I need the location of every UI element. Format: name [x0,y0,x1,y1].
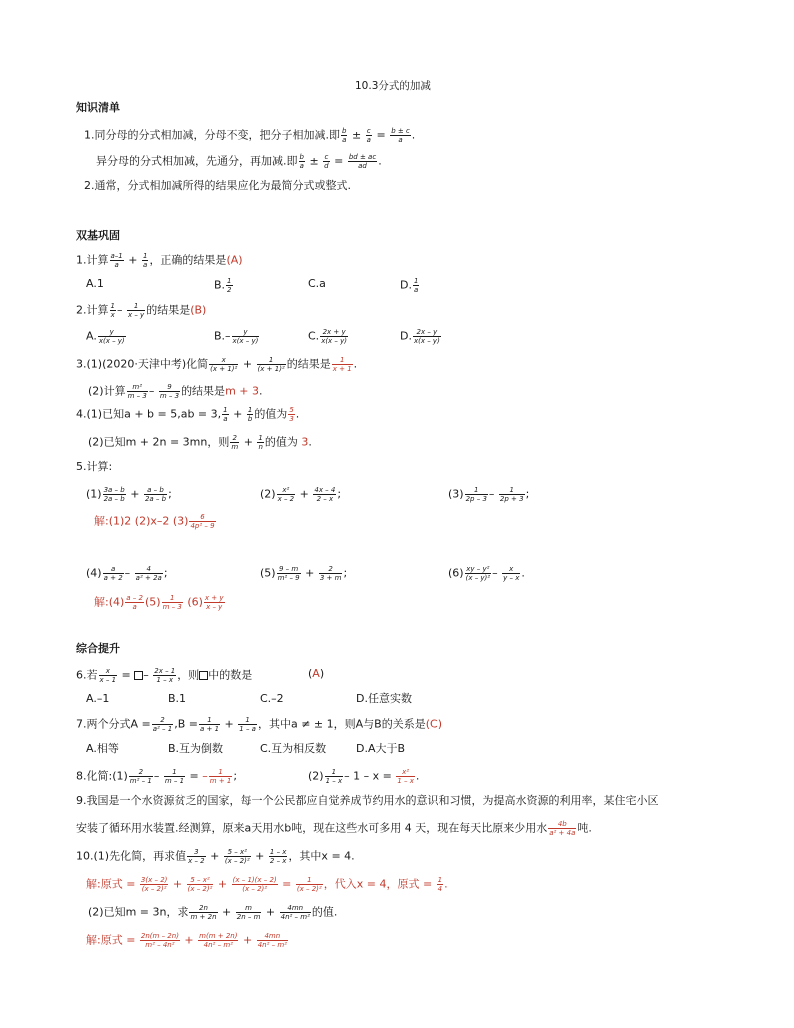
question-4-2: (2)已知m + 2n = 3mn，则 $\frac{2}{m}$ + $\frac{1}{n}$ 的值为 3. [88,434,312,451]
q5-item-3: (3) $\frac{1}{2p - 3}$ – $\frac{1}{2p + 3}$ ; [448,486,530,503]
q10-solution-2: 解:原式 = $\frac{2n(m - 2n)}{\text{m² – 4n²}}$ + $\frac{m(m + 2n)}{\text{4n² – m²}}$ + $\frac{4mn}{\text{4n² – m²}}$ [86,932,287,949]
q5-item-1: (1) $\frac{3a - b}{2a - b}$ + $\frac{a - b}{2a - b}$ ; [86,486,172,503]
page-title: 10.3分式的加减 [355,80,431,92]
q1-option-d: D. $\frac{1}{a}$ [400,277,419,294]
q5-item-4: (4) $\frac{a}{a + 2}$ – $\frac{4}{\text{a² + 2a}}$ ; [86,565,168,582]
answer-1: (A) [226,253,243,267]
question-9-line-2: 安装了循环用水装置.经测算，原来a天用水b吨，现在这些水可多用 4 天，现在每天比原来少用水 $\frac{4b}{\text{a² + 4a}}$ 吨. [76,820,592,837]
q7-option-d: D.A大于B [356,742,406,755]
answer-7: (C) [425,717,442,731]
section-advanced: 综合提升 [76,642,120,655]
question-7: 7.两个分式A = $\frac{2}{\text{a² – 1}}$ ,B = $\frac{1}{a + 1}$ + $\frac{1}{1 - a}$ ，其中a ≠ ± 1，则A与B的关系是(C) [76,716,442,733]
question-6: 6.若 $\frac{x}{x - 1}$ = – $\frac{2x - 1}{1 - x}$ ，则 中的数是 [76,667,253,684]
section-knowledge: 知识清单 [76,101,120,114]
q5-answer-1: 解:(1)2 (2)x–2 (3) $\frac{6}{\text{4p² – 9}}$ [94,513,215,530]
question-10-1: 10.(1)先化简，再求值 $\frac{3}{x - 2}$ + $\frac{\text{5 – x²}}{\text{(x – 2)²}}$ + $\frac{1 - x}{2 - x}$ ，其中x = 4. [76,848,355,865]
answer-2: (B) [190,303,207,317]
question-8-2: (2) $\frac{1}{1 - x}$ – 1 – x = $\frac{\text{x²}}{1 - x}$ . [308,768,420,785]
blank-box-icon [134,671,143,680]
knowledge-3: 2.通常，分式相加减所得的结果应化为最简分式或整式. [84,179,351,192]
q1-option-a: A.1 [86,277,104,290]
q7-option-b: B.互为倒数 [168,742,224,755]
q6-option-b: B.1 [168,692,187,705]
q5-item-6: (6) $\frac{\text{xy – y²}}{\text{(x – y)²}}$ – $\frac{x}{y - x}$ . [448,565,525,582]
q7-option-a: A.相等 [86,742,119,755]
question-2: 2.计算 $\frac{1}{x}$ – $\frac{1}{x - y}$ 的结果是(B) [76,302,207,319]
knowledge-2: 异分母的分式相加减，先通分，再加减.即 $\frac{b}{a}$ ± $\frac{c}{d}$ = $\frac{bd \pm ac}{ad}$ . [96,153,382,170]
q5-item-5: (5) $\frac{9 - m}{\text{m² – 9}}$ + $\frac{2}{3 + m}$ ; [260,565,348,582]
q6-option-a: A.–1 [86,692,110,705]
question-8-1: 8.化简:(1) $\frac{2}{\text{m² – 1}}$ – $\frac{1}{m - 1}$ = – $\frac{1}{m + 1}$ ; [76,768,238,785]
question-9-line-1: 9.我国是一个水资源贫乏的国家，每一个公民都应自觉养成节约用水的意识和习惯，为提高水资源的利用率，某住宅小区 [76,794,659,807]
q1-option-c: C.a [308,277,326,290]
q6-option-d: D.任意实数 [356,692,412,705]
q2-option-b: B.– $\frac{y}{x(x - y)}$ [214,328,259,345]
q2-option-c: C. $\frac{2x + y}{x(x - y)}$ [308,328,348,345]
question-3-1: 3.(1)(2020·天津中考)化简 $\frac{x}{\text{(x + 1)²}}$ + $\frac{1}{\text{(x + 1)²}}$ 的结果是 $\frac{1}{x + 1}$ . [76,356,358,373]
question-10-2: (2)已知m = 3n，求 $\frac{2n}{m + 2n}$ + $\frac{m}{2n - m}$ + $\frac{4mn}{\text{4n² – m²}}$ 的值. [88,904,338,921]
q2-option-a: A. $\frac{y}{x(x - y)}$ [86,328,125,345]
blank-box-icon [199,671,208,680]
q6-option-c: C.–2 [260,692,284,705]
q10-solution-1: 解:原式 = $\frac{3(x - 2)}{\text{(x – 2)²}}$ + $\frac{\text{5 – x²}}{\text{(x – 2)²}}$ + $\frac{(x - 1)(x - 2)}{\text{(x – 2)²}}$ = $\frac{1}{\text{(x – 2)²}}$ ，代入x = 4，原式 = $\frac{1}{4}$ . [86,876,448,893]
question-3-2: (2)计算 $\frac{\text{m²}}{m - 3}$ – $\frac{9}{m - 3}$ 的结果是m + 3. [88,383,263,400]
knowledge-1: 1.同分母的分式相加减，分母不变，把分子相加减.即 $\frac{b}{a}$ ± $\frac{c}{a}$ = $\frac{b \pm c}{a}$ . [84,127,416,144]
question-4-1: 4.(1)已知a + b = 5,ab = 3, $\frac{1}{a}$ + $\frac{1}{b}$ 的值为 $\frac{5}{3}$ . [76,406,300,423]
q5-answer-2: 解:(4) $\frac{a - 2}{a}$ (5) $\frac{1}{m - 3}$ (6) $\frac{x + y}{x - y}$ [94,594,224,611]
question-1: 1.计算 $\frac{a-1}{a}$ + $\frac{1}{a}$ ，正确的结果是(A) [76,252,243,269]
question-5: 5.计算: [76,460,113,473]
q7-option-c: C.互为相反数 [260,742,327,755]
q2-option-d: D. $\frac{2x - y}{x(x - y)}$ [400,328,440,345]
section-basic: 双基巩固 [76,229,120,242]
q1-option-b: B. $\frac{1}{2}$ [214,277,232,294]
answer-6: (A) [308,667,325,680]
q5-item-2: (2) $\frac{\text{x²}}{x - 2}$ + $\frac{4x - 4}{2 - x}$ ; [260,486,342,503]
